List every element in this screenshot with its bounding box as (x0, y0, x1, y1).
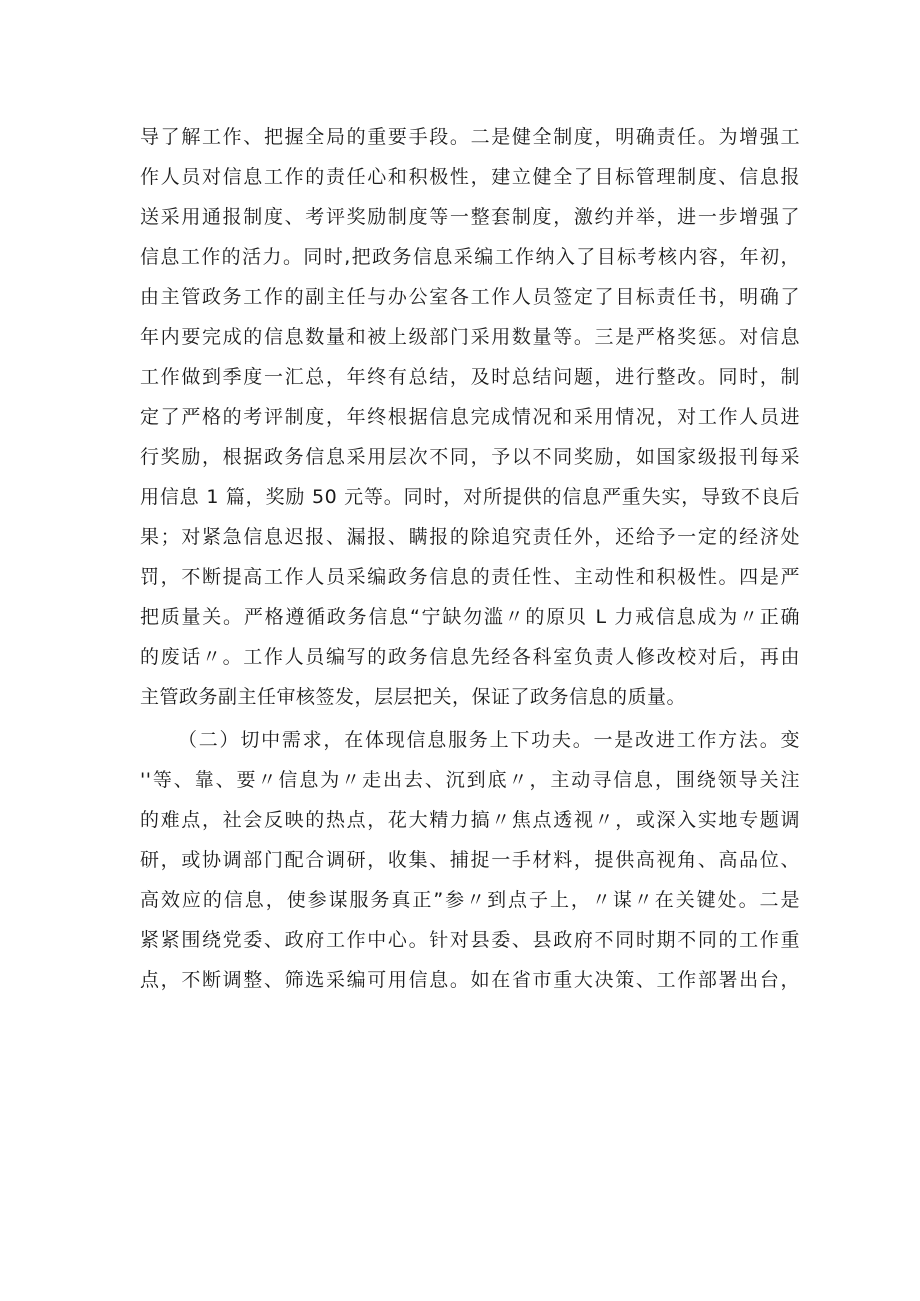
text-line: 信息工作的活力。同时,把政务信息采编工作纳入了目标考核内容，年初， (140, 246, 800, 268)
text-line: 由主管政务工作的副主任与办公室各工作人员签定了目标责任书，明确了 (140, 286, 800, 308)
text-line: 作人员对信息工作的责任心和积极性，建立健全了目标管理制度、信息报 (140, 166, 800, 188)
text-line: 行奖励，根据政务信息采用层次不同，予以不同奖励，如国家级报刊每采 (140, 446, 800, 468)
text-line: 导了解工作、把握全局的重要手段。二是健全制度，明确责任。为增强工 (140, 126, 800, 148)
text-line: 的废话〃。工作人员编写的政务信息先经各科室负责人修改校对后，再由 (140, 646, 800, 668)
text-line: 把质量关。严格遵循政务信息“宁缺勿滥〃的原贝 L 力戒信息成为〃正确 (140, 606, 800, 628)
text-line: 高效应的信息，使参谋服务真正”参〃到点子上，〃谋〃在关键处。二是 (140, 889, 800, 911)
text-line: （二）切中需求，在体现信息服务上下功夫。一是改进工作方法。变 (178, 729, 800, 751)
text-line: 工作做到季度一汇总，年终有总结，及时总结问题，进行整改。同时，制 (140, 366, 800, 388)
text-line: ''等、靠、要〃信息为〃走出去、沉到底〃，主动寻信息，围绕领导关注 (140, 769, 800, 791)
text-line: 主管政务副主任审核签发，层层把关，保证了政务信息的质量。 (140, 686, 687, 708)
text-line: 果；对紧急信息迟报、漏报、瞒报的除追究责任外，还给予一定的经济处 (140, 526, 800, 548)
text-line: 罚，不断提高工作人员采编政务信息的责任性、主动性和积极性。四是严 (140, 566, 800, 588)
text-line: 定了严格的考评制度，年终根据信息完成情况和采用情况，对工作人员进 (140, 406, 800, 428)
text-line: 用信息 1 篇，奖励 50 元等。同时，对所提供的信息严重失实，导致不良后 (140, 486, 800, 508)
document-body (140, 117, 800, 1000)
text-line: 的难点，社会反映的热点，花大精力搞〃焦点透视〃，或深入实地专题调 (140, 809, 800, 831)
text-line: 研，或协调部门配合调研，收集、捕捉一手材料，提供高视角、高品位、 (140, 849, 800, 871)
text-line: 送采用通报制度、考评奖励制度等一整套制度，激约并举，进一步增强了 (140, 206, 800, 228)
text-line: 紧紧围绕党委、政府工作中心。针对县委、县政府不同时期不同的工作重 (140, 929, 800, 951)
text-line: 点，不断调整、筛选采编可用信息。如在省市重大决策、工作部署出台， (140, 969, 800, 991)
text-line: 年内要完成的信息数量和被上级部门采用数量等。三是严格奖惩。对信息 (140, 326, 800, 348)
